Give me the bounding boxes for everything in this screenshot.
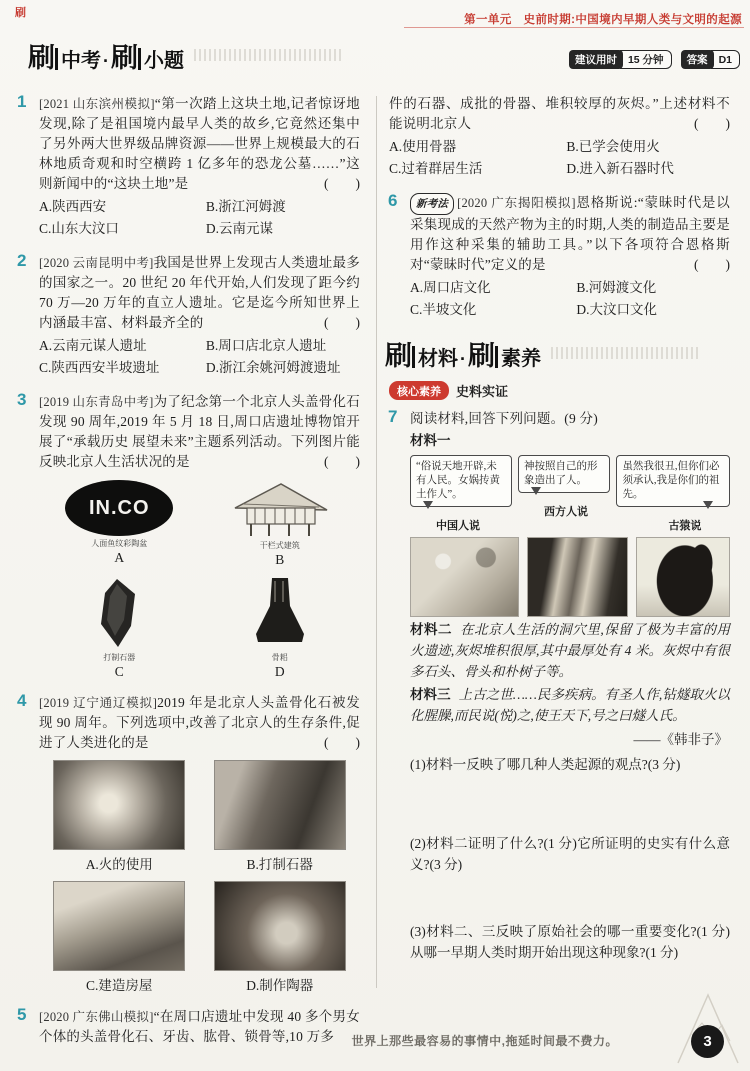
material-1-bubbles [410,455,730,533]
options [39,196,360,240]
unit-header: 第一单元 史前时期:中国境内早期人类与文明的起源 [464,14,742,26]
answer-bracket: ( ) [694,257,730,272]
figure-row-ab [39,480,360,568]
core-literacy-row [389,381,730,400]
page-number: 3 [691,1025,724,1058]
figure-caption: 打制石器 [103,653,136,662]
nuwa-image [410,537,519,617]
question-text: [2020 云南昆明中考]我国是世界上发现古人类遗址最多的国家之一。20 世纪 20 年代开始,人们发现了距今约 70 万—20 万年的直立人遗址。它是迄今所知世界上内涵最丰富、材料最齐全的 ( ) [39,253,360,333]
question-number: 2 [17,251,27,270]
option-c: C.过着群居生活 [389,161,483,176]
bubble-chinese [410,455,512,533]
speech-bubble: 虽然我很丑,但你们必须承认,我是你们的祖先。 [616,455,730,507]
figure-letter: B [275,552,285,567]
stone-tool-image [91,576,147,650]
question-3 [18,392,360,680]
answer-space [410,775,730,833]
question-7 [389,409,730,963]
option-d: D.云南元谋 [205,221,274,236]
watermark-text: IN.CO [88,496,150,519]
unit-header-rule [404,27,744,28]
speech-bubble: “俗说天地开辟,未有人民。女娲抟黄土作人”。 [410,455,512,507]
suggested-time-badge: 建议用时 15 分钟 [569,50,672,69]
speaker-label: 古猿说 [668,520,702,532]
options [39,335,360,379]
figure-bone-spade [200,576,361,680]
question-2 [18,253,360,379]
question-number: 4 [17,691,27,710]
question-text: [2020 广东佛山模拟]“在周口店遗址中发现 40 多个男女个体的头盖骨化石、牙齿、肱骨、锁骨等,10 万多 [39,1009,360,1044]
option-b: B.已学会使用火 [566,139,660,154]
photo-option-a: A.火的使用 [39,760,200,873]
material-1-images [410,537,730,617]
answer-bracket: ( ) [694,116,730,131]
answer-ref-badge: 答案 D1 [681,50,740,69]
material-2: 材料二 在北京人生活的洞穴里,保留了极为丰富的用火遗迹,灰烬堆积很厚,其中最厚处有 4 米。灰烬中有很多石头、骨头和朴树子等。 [410,622,731,679]
question-text: 新考法 [2020 广东揭阳模拟]恩格斯说:“蒙昧时代是以采集现成的天然产物为主的时期,人类的制造品主要是用作这种采集的辅助工具。”以下各项符合恩格斯对“蒙昧时代”定义的是 ( ) [410,193,730,275]
right-column [374,94,730,1060]
answer-bracket: ( ) [324,735,360,750]
option-b: B.周口店北京人遗址 [205,338,327,353]
sub-question-3: (3)材料二、三反映了原始社会的哪一重要变化?(1 分)从哪一早期人类时期开始出现这种现象?(1 分) [410,924,730,960]
speaker-label: 中国人说 [436,520,480,532]
figure-pottery-basin [39,480,200,568]
option-a: A.陕西西安 [39,199,107,214]
question-6 [389,193,730,321]
pottery-making-photo [214,881,346,971]
photo-option-d: D.制作陶器 [200,881,361,994]
figure-stilt-house [200,480,361,568]
figure-row-cd [39,576,360,680]
answer-bracket: ( ) [324,315,360,330]
figure-letter: A [114,550,125,565]
material-1-label: 材料一 [410,433,451,448]
question-5-continuation [389,94,730,180]
speaker-label: 西方人说 [544,506,589,518]
question-number: 6 [388,191,398,210]
question-4 [18,693,360,994]
options [389,136,730,180]
option-c: C.半坡文化 [410,302,477,317]
option-d: D.浙江余姚河姆渡遗址 [205,360,341,375]
question-number: 3 [17,390,27,409]
left-column [18,94,374,1060]
question-number: 5 [17,1005,27,1024]
question-text: [2021 山东滨州模拟]“第一次踏上这块土地,记者惊讶地发现,除了是祖国境内最早人类的故乡,它竟然还集中了另外两大世界级品牌资源——世界上规模最大的石林地质奇观和时空横跨 1 亿多年的恐龙公墓……”这则新闻中的“这块土地”是 ( ) [39,94,360,194]
speech-bubble: 神按照自己的形象造出了人。 [518,455,610,493]
question-number: 7 [388,407,398,426]
option-d: D.进入新石器时代 [566,161,674,176]
sub-question-2: (2)材料二证明了什么?(1 分)它所证明的史实有什么意义?(3 分) [410,836,730,872]
option-a: A.周口店文化 [410,280,491,295]
options [410,277,730,321]
halftone-decoration [551,347,701,359]
figure-letter: C [114,664,124,679]
footer-quote: 世界上那些最容易的事情中,拖延时间最不费力。 [351,1034,618,1048]
core-literacy-badge: 核心素养 [389,381,449,400]
creation-image [527,537,628,617]
series-logo: 刷 [15,7,26,19]
ape-image [636,537,730,617]
option-b: B.河姆渡文化 [576,280,657,295]
question-text: [2019 辽宁通辽模拟]2019 年是北京人头盖骨化石被发现 90 周年。下列选项中,改善了北京人的生存条件,促进了人类进化的是 ( ) [39,693,360,753]
photo-option-b: B.打制石器 [200,760,361,873]
stone-knapping-photo [214,760,346,850]
sub-question-1: (1)材料一反映了哪几种人类起源的观点?(3 分) [410,757,681,772]
figure-caption: 人面鱼纹彩陶盆 [91,539,148,548]
option-a: A.使用骨器 [389,139,457,154]
section-title-materials: 刷 材料 ·刷 素养 [385,334,730,373]
section-title-exam: 刷 中考 ·刷 小题 [28,36,344,75]
photo-options [39,760,360,994]
material-3-attribution: ——《韩非子》 [633,732,728,747]
figure-stone-tool [39,576,200,680]
material-3: 材料三 上古之世……民多疾病。有圣人作,钻燧取火以化腥臊,而民说(悦)之,使王天下,号之曰燧人氏。 [410,687,730,723]
bubble-western [518,455,610,519]
question-5-start [18,1007,360,1047]
halftone-decoration [194,49,344,61]
pottery-basin-image [65,480,173,536]
figure-caption: 骨耜 [271,653,288,662]
new-method-badge: 新考法 [410,193,454,215]
option-b: B.浙江河姆渡 [205,199,286,214]
option-c: C.陕西西安半坡遗址 [39,360,160,375]
house-building-photo [53,881,185,971]
option-a: A.云南元谋人遗址 [39,338,147,353]
bone-spade-image [252,576,308,650]
option-c: C.山东大汶口 [39,221,119,236]
stilt-house-image [221,480,339,538]
fire-use-photo [53,760,185,850]
core-literacy-value: 史料实证 [456,384,509,399]
question-text: 件的石器、成批的骨器、堆积较厚的灰烬。”上述材料不能说明北京人 ( ) [389,94,730,134]
question-number: 1 [17,92,27,111]
bubble-ape [616,455,730,533]
option-d: D.大汶口文化 [576,302,658,317]
answer-bracket: ( ) [324,176,360,191]
question-text: [2019 山东青岛中考]为了纪念第一个北京人头盖骨化石发现 90 周年,2019 年 5 月 18 日,周口店遗址博物馆开展了“承载历史 展望未来”主题系列活动。下列图片能反映北京人生活状况的是 ( ) [39,392,360,472]
answer-space [410,875,730,921]
answer-bracket: ( ) [324,454,360,469]
figure-caption: 干栏式建筑 [259,541,300,550]
header-badges [569,50,740,69]
question-intro: 阅读材料,回答下列问题。(9 分) [410,411,598,426]
figure-letter: D [274,664,285,679]
question-1 [18,94,360,240]
photo-option-c: C.建造房屋 [39,881,200,994]
